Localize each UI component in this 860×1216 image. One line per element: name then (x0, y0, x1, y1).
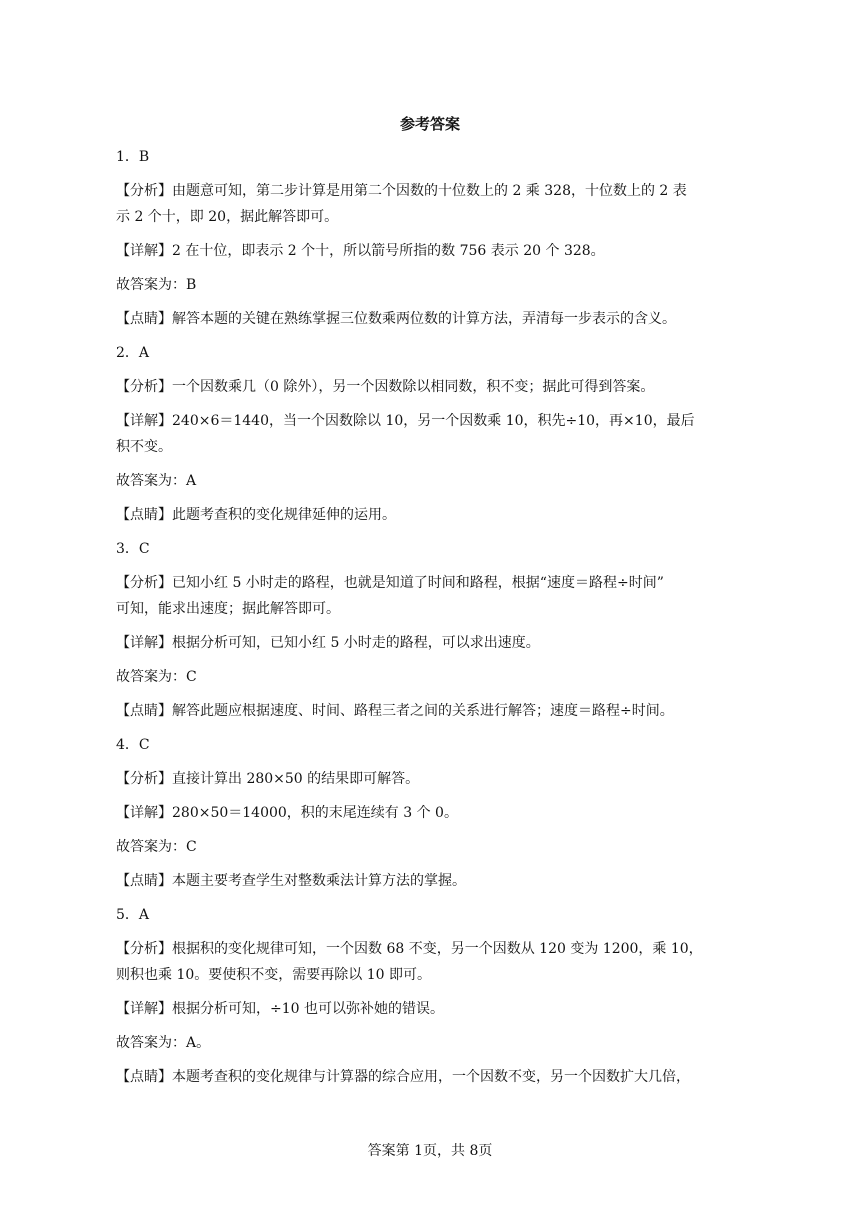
q3-answer: 3．C (116, 541, 150, 557)
q3-final: 故答案为：C (116, 669, 197, 685)
q2-final: 故答案为：A (116, 473, 197, 489)
q2-analysis: 【分析】一个因数乘几（0 除外），另一个因数除以相同数，积不变；据此可得到答案。 (116, 379, 655, 395)
q3-detail: 【详解】根据分析可知，已知小红 5 小时走的路程，可以求出速度。 (116, 635, 540, 651)
q5-final: 故答案为：A。 (116, 1035, 211, 1051)
q3-analysis-line-1: 【分析】已知小红 5 小时走的路程，也就是知道了时间和路程，根据“速度＝路程÷时间” (116, 575, 664, 591)
q4-answer: 4．C (116, 737, 150, 753)
q1-analysis-line-1: 【分析】由题意可知，第二步计算是用第二个因数的十位数上的 2 乘 328，十位数上的 2 表 (116, 183, 687, 199)
q1-final: 故答案为：B (116, 277, 197, 293)
q5-detail: 【详解】根据分析可知，÷10 也可以弥补她的错误。 (116, 1001, 444, 1017)
q3-analysis-line-2: 可知，能求出速度；据此解答即可。 (116, 601, 340, 617)
q1-answer: 1．B (116, 149, 150, 165)
q5-comment: 【点睛】本题考查积的变化规律与计算器的综合应用，一个因数不变，另一个因数扩大几倍， (116, 1069, 690, 1085)
q1-comment: 【点睛】解答本题的关键在熟练掌握三位数乘两位数的计算方法，弄清每一步表示的含义。 (116, 311, 676, 327)
q5-analysis-line-1: 【分析】根据积的变化规律可知，一个因数 68 不变，另一个因数从 120 变为 1200，乘 10， (116, 941, 703, 957)
q1-analysis-line-2: 示 2 个十，即 20，据此解答即可。 (116, 209, 339, 225)
q2-answer: 2．A (116, 345, 150, 361)
q4-analysis: 【分析】直接计算出 280×50 的结果即可解答。 (116, 771, 420, 787)
answer-content (116, 144, 736, 1090)
q2-detail-line-1: 【详解】240×6＝1440，当一个因数除以 10，另一个因数乘 10，积先÷10，再×10，最后 (116, 413, 695, 429)
q3-comment: 【点睛】解答此题应根据速度、时间、路程三者之间的关系进行解答；速度＝路程÷时间。 (116, 703, 674, 719)
q4-detail: 【详解】280×50＝14000，积的末尾连续有 3 个 0。 (116, 805, 458, 821)
q2-comment: 【点睛】此题考查积的变化规律延伸的运用。 (116, 507, 396, 523)
q2-detail-line-2: 积不变。 (116, 439, 172, 455)
page-footer: 答案第 1页，共 8页 (367, 1143, 493, 1159)
q5-analysis-line-2: 则积也乘 10。要使积不变，需要再除以 10 即可。 (116, 967, 431, 983)
q1-detail: 【详解】2 在十位，即表示 2 个十，所以箭号所指的数 756 表示 20 个 328。 (116, 243, 605, 259)
q4-comment: 【点睛】本题主要考查学生对整数乘法计算方法的掌握。 (116, 873, 466, 889)
page-title: 参考答案 (399, 115, 460, 133)
q4-final: 故答案为：C (116, 839, 197, 855)
q5-answer: 5．A (116, 907, 150, 923)
